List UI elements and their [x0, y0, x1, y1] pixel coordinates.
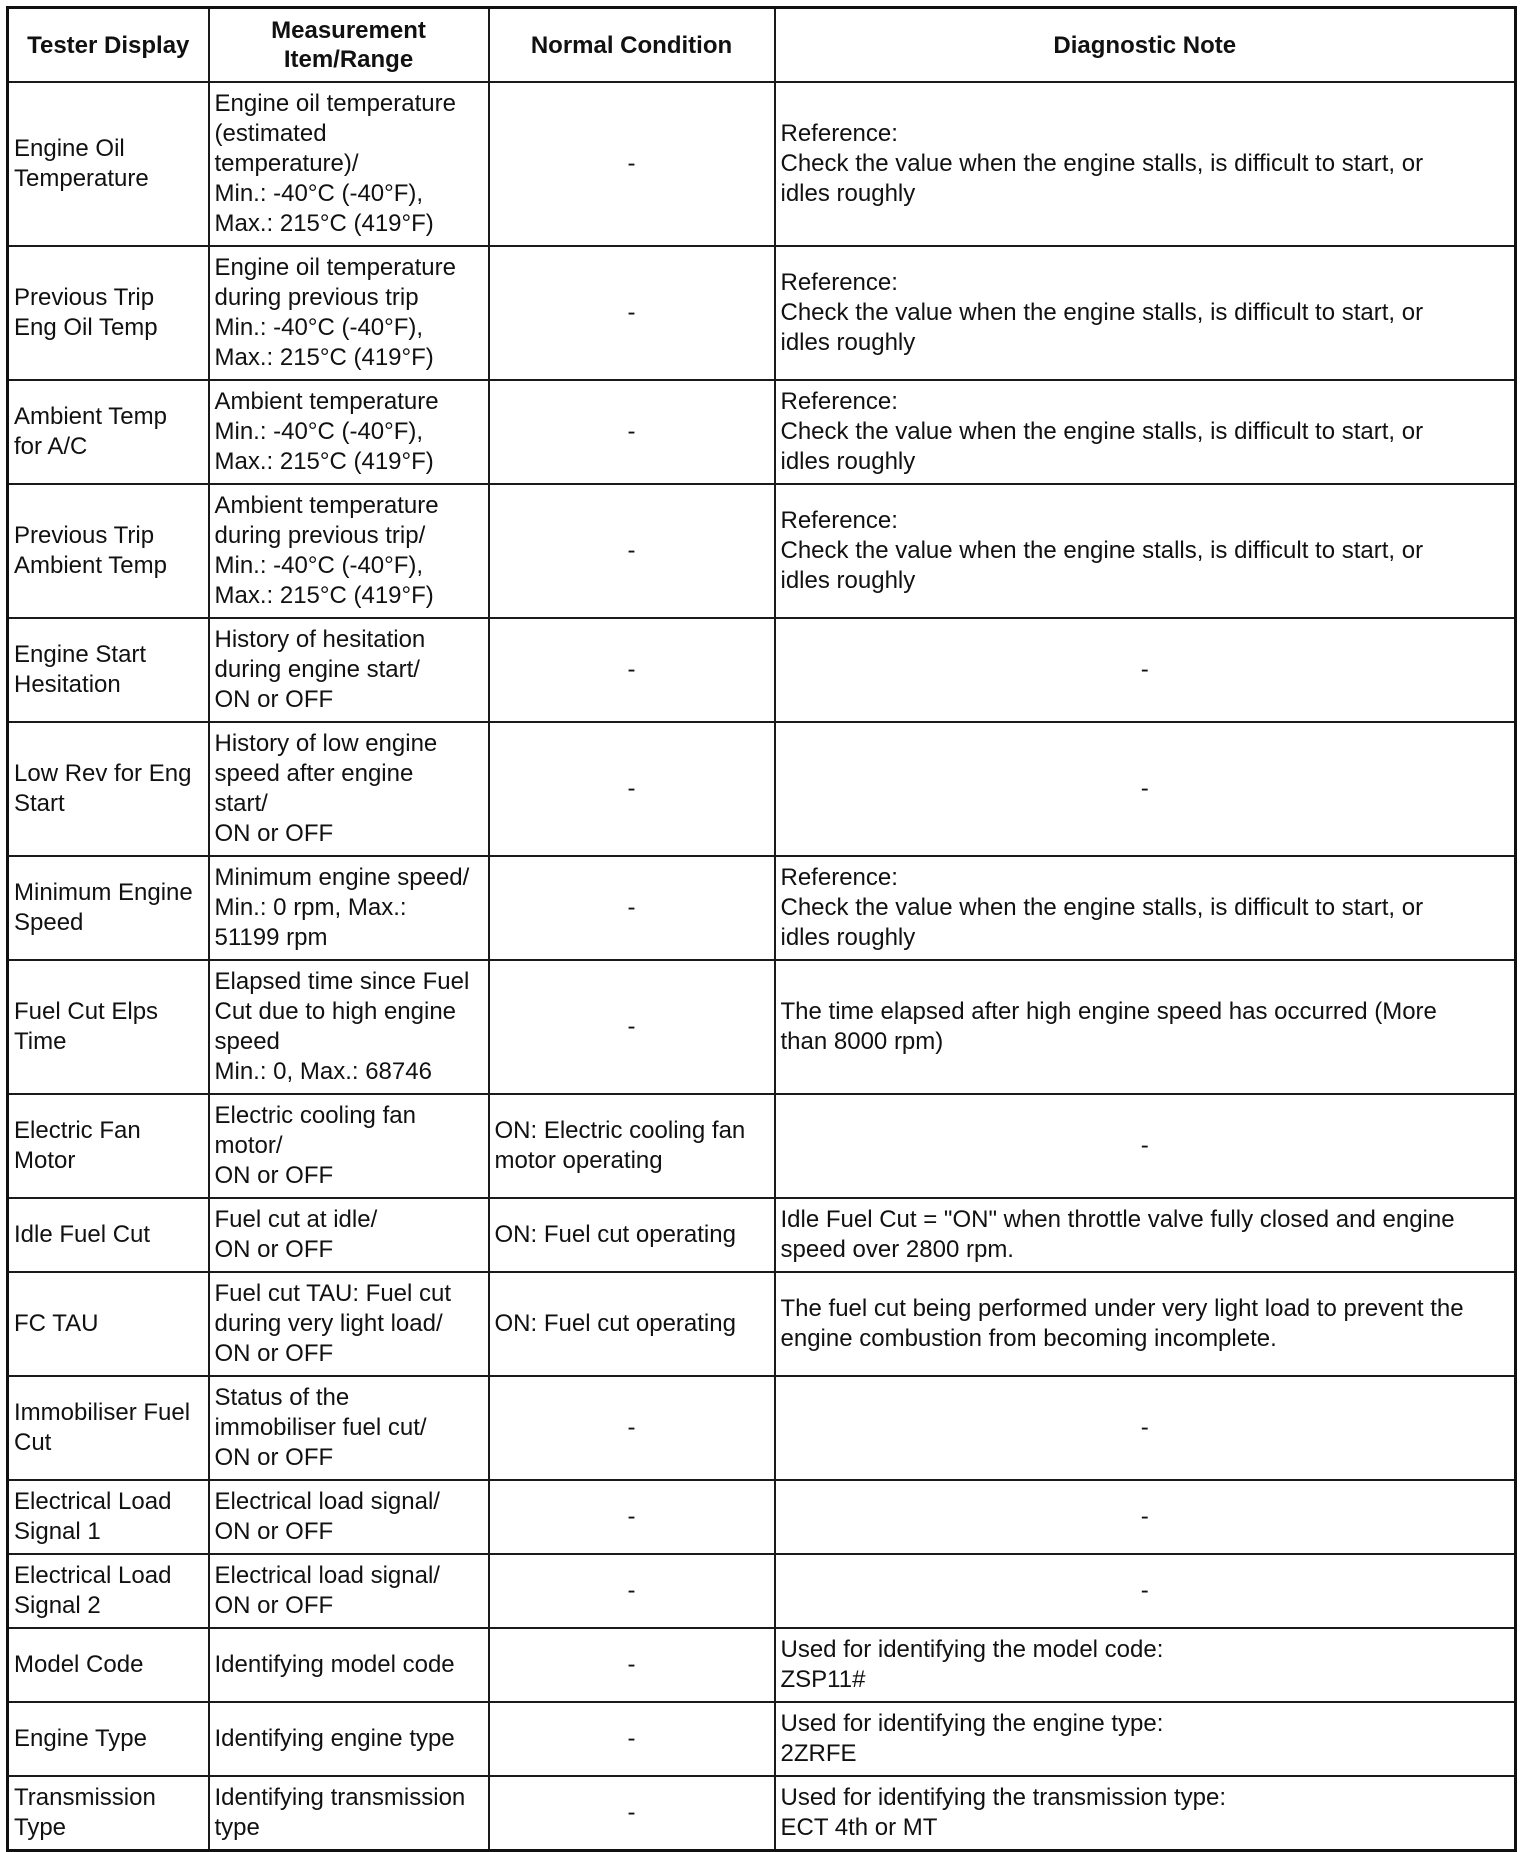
- tester-display-cell: [8, 1198, 209, 1272]
- diagnostic-note-cell: [775, 1198, 1516, 1272]
- measurement-item-cell-text: Identifying engine type: [214, 1725, 455, 1752]
- measurement-item-cell: [209, 484, 489, 618]
- normal-condition-cell-text: -: [627, 1725, 636, 1752]
- measurement-item-cell: [209, 722, 489, 856]
- measurement-item-cell-text: Electrical load signal/ ON or OFF: [214, 1562, 440, 1619]
- measurement-item-cell-text: Engine oil temperature (estimated temperature)/ Min.: -40°C (-40°F), Max.: 215°C (419°F): [214, 90, 456, 237]
- header-diagnostic-note: Diagnostic Note: [775, 8, 1516, 83]
- header-tester-display: Tester Display: [8, 8, 209, 83]
- diagnostic-note-cell: [775, 618, 1516, 722]
- diagnostic-note-cell-text: Used for identifying the transmission type: ECT 4th or MT: [780, 1783, 1227, 1841]
- page: [6, 6, 1514, 1841]
- diagnostic-note-cell-text: -: [1140, 1577, 1149, 1604]
- diagnostic-note-cell: [775, 722, 1516, 856]
- measurement-item-cell-text: Elapsed time since Fuel Cut due to high engine speed Min.: 0, Max.: 68746: [214, 968, 470, 1085]
- measurement-item-cell-text: Ambient temperature Min.: -40°C (-40°F), Max.: 215°C (419°F): [214, 388, 439, 475]
- measurement-item-cell-text: History of low engine speed after engine start/ ON or OFF: [214, 730, 438, 847]
- normal-condition-cell-text: ON: Fuel cut operating: [494, 1310, 736, 1337]
- diagnostic-note-cell: [775, 1480, 1516, 1554]
- diagnostic-note-cell-text: -: [1140, 1414, 1149, 1441]
- tester-display-cell-text: Engine Oil Temperature: [14, 135, 149, 192]
- normal-condition-cell-text: -: [627, 894, 636, 921]
- tester-display-cell-text: Transmission Type: [14, 1783, 156, 1841]
- measurement-item-cell-text: Engine oil temperature during previous trip Min.: -40°C (-40°F), Max.: 215°C (419°F): [214, 254, 456, 371]
- diagnostic-note-cell-text: Reference: Check the value when the engine stalls, is difficult to start, or idles roughly: [780, 388, 1424, 475]
- normal-condition-cell-text: -: [627, 775, 636, 802]
- tester-display-cell: [8, 960, 209, 1094]
- diagnostic-note-cell-text: Reference: Check the value when the engine stalls, is difficult to start, or idles roughly: [780, 269, 1424, 356]
- normal-condition-cell: [489, 1094, 775, 1198]
- diagnostic-note-cell-text: Used for identifying the model code: ZSP11#: [780, 1636, 1164, 1693]
- normal-condition-cell: [489, 1702, 775, 1776]
- tester-display-cell-text: Ambient Temp for A/C: [14, 403, 167, 460]
- normal-condition-cell-text: -: [627, 1414, 636, 1441]
- diagnostic-note-cell: [775, 1272, 1516, 1376]
- tester-display-cell: [8, 1702, 209, 1776]
- table-row: [8, 246, 1516, 380]
- tester-display-cell: [8, 1554, 209, 1628]
- diagnostic-note-cell-text: Used for identifying the engine type: 2ZRFE: [780, 1710, 1164, 1767]
- normal-condition-cell: [489, 1554, 775, 1628]
- tester-display-cell: [8, 1094, 209, 1198]
- table-row: [8, 1094, 1516, 1198]
- normal-condition-cell: [489, 1376, 775, 1480]
- measurement-item-cell-text: Identifying transmission type: [214, 1783, 466, 1841]
- tester-display-cell-text: Minimum Engine Speed: [14, 879, 193, 936]
- tester-display-cell-text: Previous Trip Ambient Temp: [14, 522, 167, 579]
- normal-condition-cell: [489, 1628, 775, 1702]
- tester-display-cell-text: Low Rev for Eng Start: [14, 760, 192, 817]
- tester-display-cell-text: FC TAU: [14, 1310, 99, 1337]
- diagnostic-note-cell-text: -: [1140, 1132, 1149, 1159]
- diagnostic-note-cell: [775, 1702, 1516, 1776]
- diagnostic-note-cell-text: Idle Fuel Cut = "ON" when throttle valve fully closed and engine speed over 2800 rpm.: [780, 1206, 1455, 1263]
- table-row: [8, 1198, 1516, 1272]
- tester-display-cell: [8, 1376, 209, 1480]
- normal-condition-cell-text: -: [627, 418, 636, 445]
- table-row: [8, 380, 1516, 484]
- table-row: [8, 484, 1516, 618]
- tester-display-cell-text: Electric Fan Motor: [14, 1117, 141, 1174]
- table-row: [8, 1272, 1516, 1376]
- table-row: [8, 1628, 1516, 1702]
- measurement-item-cell: [209, 246, 489, 380]
- table-row: [8, 618, 1516, 722]
- diagnostic-note-cell-text: -: [1140, 656, 1149, 683]
- tester-display-cell-text: Previous Trip Eng Oil Temp: [14, 284, 158, 341]
- table-row: [8, 1480, 1516, 1554]
- tester-display-cell: [8, 380, 209, 484]
- normal-condition-cell: [489, 1198, 775, 1272]
- diagnostic-note-cell: [775, 484, 1516, 618]
- tester-display-cell: [8, 484, 209, 618]
- tester-display-cell-text: Engine Type: [14, 1725, 147, 1752]
- tester-display-cell: [8, 1272, 209, 1376]
- normal-condition-cell-text: -: [627, 1013, 636, 1040]
- tester-display-cell: [8, 722, 209, 856]
- measurement-item-cell: [209, 1628, 489, 1702]
- tester-display-cell-text: Idle Fuel Cut: [14, 1221, 151, 1248]
- measurement-item-cell: [209, 1198, 489, 1272]
- diagnostic-note-cell: [775, 1776, 1516, 1850]
- measurement-item-cell-text: Electric cooling fan motor/ ON or OFF: [214, 1102, 416, 1189]
- normal-condition-cell-text: -: [627, 1503, 636, 1530]
- header-normal-condition: Normal Condition: [489, 8, 775, 83]
- normal-condition-cell-text: ON: Fuel cut operating: [494, 1221, 736, 1248]
- diagnostic-note-cell: [775, 380, 1516, 484]
- diagnostic-note-cell-text: Reference: Check the value when the engine stalls, is difficult to start, or idles roughly: [780, 507, 1424, 594]
- tester-display-cell: [8, 82, 209, 246]
- diagnostic-note-cell: [775, 1376, 1516, 1480]
- diagnostic-note-cell: [775, 1554, 1516, 1628]
- measurement-item-cell: [209, 82, 489, 246]
- measurement-item-cell: [209, 1776, 489, 1850]
- measurement-item-cell-text: Fuel cut at idle/ ON or OFF: [214, 1206, 378, 1263]
- measurement-item-cell: [209, 618, 489, 722]
- tester-display-cell-text: Electrical Load Signal 2: [14, 1562, 172, 1619]
- measurement-item-cell: [209, 960, 489, 1094]
- normal-condition-cell-text: ON: Electric cooling fan motor operating: [494, 1117, 746, 1174]
- measurement-item-cell: [209, 1480, 489, 1554]
- normal-condition-cell-text: -: [627, 1651, 636, 1678]
- normal-condition-cell: [489, 1272, 775, 1376]
- normal-condition-cell: [489, 1776, 775, 1850]
- measurement-item-cell: [209, 856, 489, 960]
- table-row: [8, 960, 1516, 1094]
- table-row: [8, 856, 1516, 960]
- table-row: [8, 1376, 1516, 1480]
- table-row: [8, 1776, 1516, 1850]
- measurement-item-cell: [209, 1094, 489, 1198]
- diagnostic-note-cell: [775, 1094, 1516, 1198]
- tester-display-cell: [8, 246, 209, 380]
- tester-display-cell-text: Immobiliser Fuel Cut: [14, 1399, 191, 1456]
- measurement-item-cell-text: Status of the immobiliser fuel cut/ ON or OFF: [214, 1384, 427, 1471]
- table-row: [8, 1554, 1516, 1628]
- table-row: [8, 82, 1516, 246]
- header-measurement-item: Measurement Item/Range: [209, 8, 489, 83]
- tester-display-cell: [8, 856, 209, 960]
- tester-display-cell-text: Fuel Cut Elps Time: [14, 998, 159, 1055]
- tester-display-cell: [8, 1776, 209, 1850]
- diagnostic-note-cell-text: -: [1140, 775, 1149, 802]
- tester-display-cell: [8, 1628, 209, 1702]
- measurement-item-cell: [209, 1376, 489, 1480]
- normal-condition-cell-text: -: [627, 1577, 636, 1604]
- diagnostic-note-cell-text: The time elapsed after high engine speed has occurred (More than 8000 rpm): [780, 998, 1437, 1055]
- measurement-item-cell: [209, 380, 489, 484]
- diagnostic-note-cell-text: Reference: Check the value when the engine stalls, is difficult to start, or idles roughly: [780, 120, 1424, 207]
- table-row: [8, 722, 1516, 856]
- tester-display-cell-text: Engine Start Hesitation: [14, 641, 147, 698]
- tester-display-cell: [8, 1480, 209, 1554]
- measurement-item-cell-text: Fuel cut TAU: Fuel cut during very light load/ ON or OFF: [214, 1280, 452, 1367]
- normal-condition-cell: [489, 246, 775, 380]
- measurement-item-cell-text: Ambient temperature during previous trip/ Min.: -40°C (-40°F), Max.: 215°C (419°F): [214, 492, 439, 609]
- normal-condition-cell: [489, 484, 775, 618]
- normal-condition-cell: [489, 380, 775, 484]
- measurement-item-cell-text: Identifying model code: [214, 1651, 455, 1678]
- normal-condition-cell-text: -: [627, 537, 636, 564]
- diagnostic-note-cell-text: -: [1140, 1503, 1149, 1530]
- diagnostic-note-cell-text: The fuel cut being performed under very light load to prevent the engine combustion from becoming incomplete.: [780, 1295, 1464, 1352]
- table-row: [8, 1702, 1516, 1776]
- diagnostic-note-cell: [775, 856, 1516, 960]
- normal-condition-cell: [489, 82, 775, 246]
- measurement-item-cell: [209, 1272, 489, 1376]
- tester-display-cell-text: Model Code: [14, 1651, 144, 1678]
- tester-display-cell: [8, 618, 209, 722]
- diagnostic-note-cell: [775, 960, 1516, 1094]
- diagnostic-note-cell: [775, 246, 1516, 380]
- measurement-item-cell: [209, 1702, 489, 1776]
- data-list-table: [6, 6, 1517, 1852]
- normal-condition-cell: [489, 1480, 775, 1554]
- normal-condition-cell: [489, 722, 775, 856]
- diagnostic-note-cell: [775, 82, 1516, 246]
- measurement-item-cell: [209, 1554, 489, 1628]
- measurement-item-cell-text: Minimum engine speed/ Min.: 0 rpm, Max.: 51199 rpm: [214, 864, 470, 951]
- normal-condition-cell-text: -: [627, 150, 636, 177]
- normal-condition-cell-text: -: [627, 656, 636, 683]
- normal-condition-cell: [489, 960, 775, 1094]
- tester-display-cell-text: Electrical Load Signal 1: [14, 1488, 172, 1545]
- normal-condition-cell: [489, 618, 775, 722]
- normal-condition-cell: [489, 856, 775, 960]
- diagnostic-note-cell-text: Reference: Check the value when the engine stalls, is difficult to start, or idles roughly: [780, 864, 1424, 951]
- normal-condition-cell-text: -: [627, 1798, 636, 1826]
- measurement-item-cell-text: Electrical load signal/ ON or OFF: [214, 1488, 440, 1545]
- measurement-item-cell-text: History of hesitation during engine start/ ON or OFF: [214, 626, 426, 713]
- normal-condition-cell-text: -: [627, 299, 636, 326]
- diagnostic-note-cell: [775, 1628, 1516, 1702]
- table-header-row: [8, 8, 1516, 83]
